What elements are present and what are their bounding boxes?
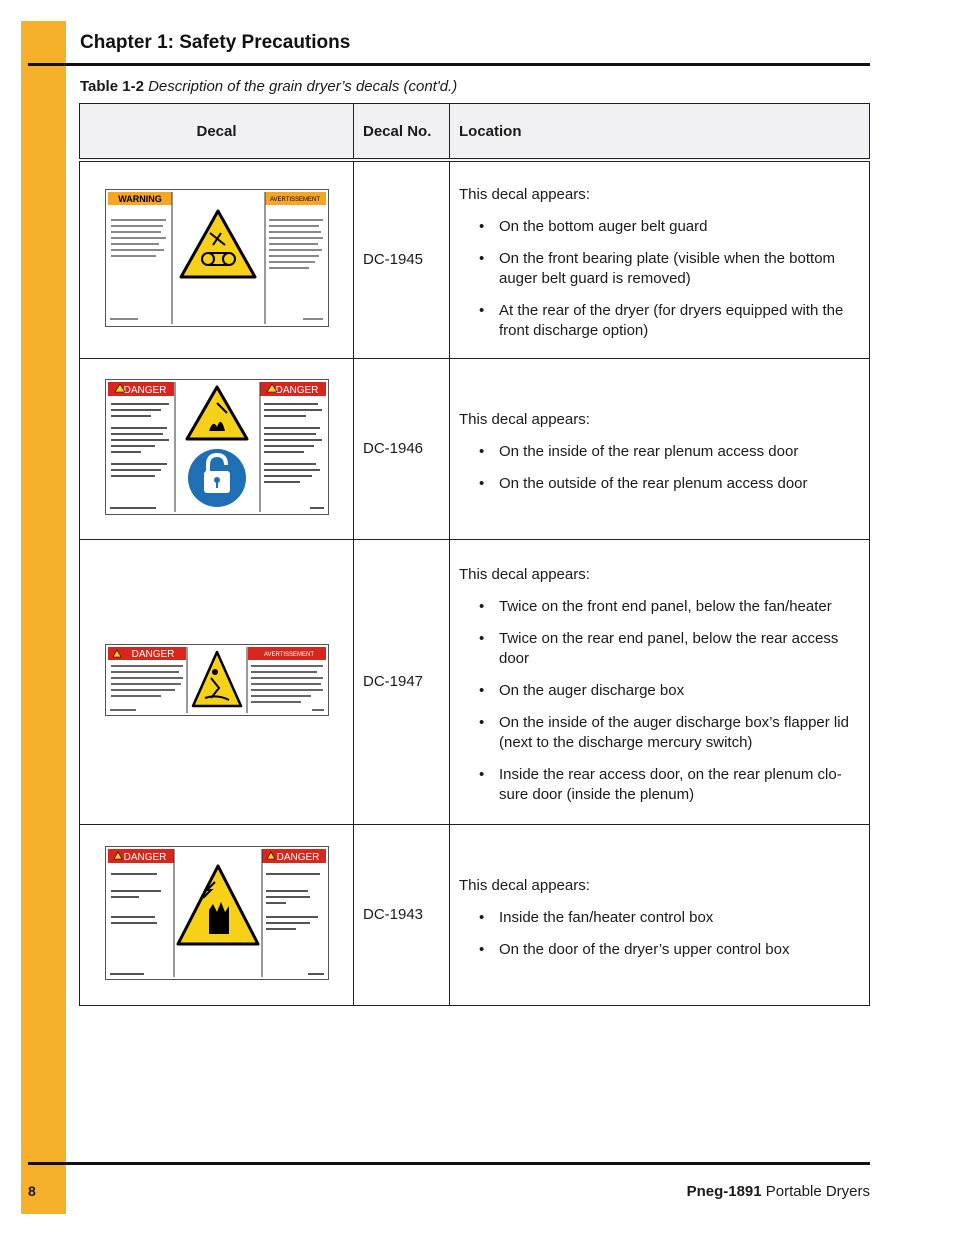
header-rule [28,63,870,66]
lockout-padlock-icon [188,449,246,507]
decal-table [79,103,870,1006]
decal-dc-1946-image [105,379,329,515]
decal-cell [80,160,354,358]
location-item: • On the door of the dryer’s upper control box [479,940,857,960]
location-item: • On the bottom auger belt guard [479,217,857,237]
location-cell [450,539,870,824]
location-cell [450,358,870,539]
table-label: Table 1-2 [80,78,144,95]
location-item: • On the outside of the rear plenum access door [479,474,857,494]
table-row [80,824,870,1005]
chapter-title: Chapter 1: Safety Precautions [80,32,351,53]
table-header-row [80,104,870,161]
location-cell [450,160,870,358]
location-item: • At the rear of the dryer (for dryers equipped with the front discharge option) [479,301,857,341]
location-item: • Twice on the front end panel, below the fan/heater [479,597,857,617]
doc-code: Pneg-1891 [686,1183,762,1200]
location-intro: This decal appears: [459,410,590,428]
location-list [459,217,857,341]
location-item: • Inside the rear access door, on the rear plenum clo-sure door (inside the plenum) [479,765,857,805]
document-id [687,1183,870,1200]
decal-number-cell: DC-1943 [354,824,450,1005]
table-row [80,358,870,539]
table-caption [80,78,457,95]
footer-rule [28,1162,870,1165]
page-number: 8 [28,1183,36,1199]
table-row [80,539,870,824]
side-color-stripe [21,21,66,1214]
decal-header-right-text: AVERTISSEMENT [263,651,314,658]
location-list [459,597,857,805]
table-caption-text: Description of the grain dryer’s decals (cont'd.) [148,78,458,95]
location-item: • On the inside of the auger discharge box’s flapper lid (next to the discharge mercury switch) [479,713,857,753]
decal-cell [80,824,354,1005]
decal-header-right-text: DANGER [276,851,319,863]
decal-dc-1943-image [105,846,329,980]
decal-dc-1945-image [105,189,329,327]
location-intro: This decal appears: [459,185,590,203]
location-intro: This decal appears: [459,565,590,583]
location-list [459,908,857,960]
decal-header-left-text: DANGER [123,384,166,396]
decal-header-right-text: DANGER [275,384,318,396]
header-decal-no: Decal No. [354,104,450,161]
decal-number-cell: DC-1946 [354,358,450,539]
location-item: • Inside the fan/heater control box [479,908,857,928]
decal-header-left-text: DANGER [123,851,166,863]
location-item: • On the auger discharge box [479,681,857,701]
doc-title: Portable Dryers [765,1183,870,1200]
table-row [80,160,870,358]
decal-cell [80,358,354,539]
header-decal: Decal [80,104,354,161]
decal-number-cell: DC-1947 [354,539,450,824]
location-item: • Twice on the rear end panel, below the rear access door [479,629,857,669]
location-cell [450,824,870,1005]
decal-header-left-text: DANGER [131,648,174,660]
decal-header-right-text: AVERTISSEMENT [269,196,320,203]
header-location: Location [450,104,870,161]
location-list [459,442,857,494]
decal-number-cell: DC-1945 [354,160,450,358]
decal-header-left-text: WARNING [117,193,162,204]
decal-dc-1947-image [105,644,329,716]
decal-cell [80,539,354,824]
location-intro: This decal appears: [459,876,590,894]
location-item: • On the inside of the rear plenum access door [479,442,857,462]
location-item: • On the front bearing plate (visible when the bottom auger belt guard is removed) [479,249,857,289]
